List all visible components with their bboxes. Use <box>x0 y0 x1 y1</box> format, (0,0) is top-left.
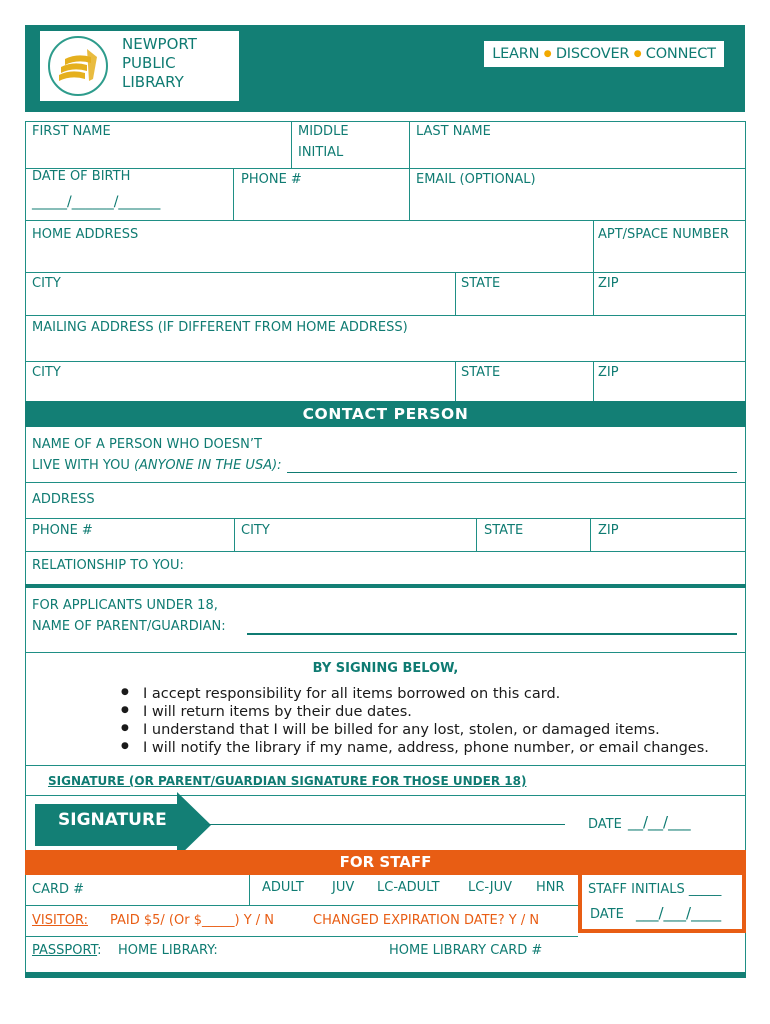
library-name-line3: LIBRARY <box>122 73 184 91</box>
passport-colon: : <box>97 943 102 958</box>
contact-name-underline[interactable] <box>287 472 737 473</box>
contact-name-label-2b: (ANYONE IN THE USA): <box>133 458 282 473</box>
tagline-dot-icon: ● <box>543 49 552 59</box>
mailing-address-label: MAILING ADDRESS (IF DIFFERENT FROM HOME ADDRESS) <box>32 320 408 335</box>
card-type-lc-adult[interactable]: LC-ADULT <box>377 880 440 895</box>
contact-name-label-2 <box>32 456 282 476</box>
library-name-line1: NEWPORT <box>122 35 197 53</box>
mailing-city-label: CITY <box>32 365 61 380</box>
signature-date-label: DATE <box>588 817 622 832</box>
guardian-label-1: FOR APPLICANTS UNDER 18, <box>32 598 218 613</box>
for-staff-heading: FOR STAFF <box>25 850 746 875</box>
tagline-connect: CONNECT <box>645 46 716 62</box>
contact-name-label-2a: LIVE WITH YOU <box>32 458 134 473</box>
signature-line[interactable] <box>205 824 565 825</box>
contact-phone-label: PHONE # <box>32 523 93 538</box>
apt-space-label: APT/SPACE NUMBER <box>598 227 730 242</box>
card-type-juv[interactable]: JUV <box>332 880 355 895</box>
home-library-card-label: HOME LIBRARY CARD # <box>389 943 543 958</box>
logo-box <box>40 31 239 101</box>
contact-person-heading: CONTACT PERSON <box>25 401 746 427</box>
date-of-birth-label: DATE OF BIRTH <box>32 169 131 184</box>
signature-caption: SIGNATURE (OR PARENT/GUARDIAN SIGNATURE FOR THOSE UNDER 18) <box>48 774 527 788</box>
home-library-label: HOME LIBRARY: <box>118 943 218 958</box>
library-name-line2: PUBLIC <box>122 54 176 72</box>
contact-city-label: CITY <box>241 523 270 538</box>
changed-expiration-label[interactable]: CHANGED EXPIRATION DATE? Y / N <box>313 913 540 928</box>
state-label: STATE <box>461 276 501 291</box>
tagline-learn: LEARN <box>492 46 540 62</box>
first-name-label: FIRST NAME <box>32 124 111 139</box>
passport-label <box>32 941 101 961</box>
mailing-state-label: STATE <box>461 365 501 380</box>
email-label: EMAIL (OPTIONAL) <box>416 172 536 187</box>
card-number-label: CARD # <box>32 882 85 897</box>
agreement-item: ● I accept responsibility for all items borrowed on this card. <box>121 685 709 703</box>
agreement-item: ● I will notify the library if my name, address, phone number, or email changes. <box>121 739 709 757</box>
relationship-label: RELATIONSHIP TO YOU: <box>32 558 184 573</box>
middle-initial-label-2: INITIAL <box>298 145 344 160</box>
contact-address-label: ADDRESS <box>32 492 95 507</box>
agreement-item: ● I will return items by their due dates. <box>121 703 709 721</box>
agreement-item: ● I understand that I will be billed for any lost, stolen, or damaged items. <box>121 721 709 739</box>
guardian-label-2: NAME OF PARENT/GUARDIAN: <box>32 619 226 634</box>
home-address-label: HOME ADDRESS <box>32 227 139 242</box>
tagline-box <box>484 41 724 67</box>
mailing-zip-label: ZIP <box>598 365 619 380</box>
staff-initials-label: STAFF INITIALS _____ <box>588 882 722 897</box>
section-divider <box>25 584 746 588</box>
contact-zip-label: ZIP <box>598 523 619 538</box>
visitor-label: VISITOR: <box>32 913 88 928</box>
middle-initial-label-1: MIDDLE <box>298 124 349 139</box>
card-type-hnr[interactable]: HNR <box>536 880 565 895</box>
contact-name-label-1: NAME OF A PERSON WHO DOESN’T <box>32 437 262 452</box>
card-type-adult[interactable]: ADULT <box>262 880 304 895</box>
contact-state-label: STATE <box>484 523 524 538</box>
tagline-discover: DISCOVER <box>555 46 630 62</box>
agreement-list <box>121 685 709 757</box>
agreement-heading: BY SIGNING BELOW, <box>312 661 459 676</box>
last-name-label: LAST NAME <box>416 124 491 139</box>
phone-label: PHONE # <box>241 172 302 187</box>
bottom-border <box>25 972 746 978</box>
zip-label: ZIP <box>598 276 619 291</box>
card-type-lc-juv[interactable]: LC-JUV <box>468 880 512 895</box>
paid-label[interactable]: PAID $5/ (Or $_____) Y / N <box>110 913 274 928</box>
signature-arrow-label: SIGNATURE <box>58 810 167 830</box>
staff-date-label: DATE <box>590 907 624 922</box>
library-logo-icon <box>47 35 109 97</box>
tagline-dot-icon: ● <box>633 49 642 59</box>
staff-date-blank[interactable]: ___/___/____ <box>636 904 722 922</box>
city-label: CITY <box>32 276 61 291</box>
signature-date-blank[interactable]: __/__/___ <box>628 813 691 831</box>
date-of-birth-blank[interactable]: _____/______/______ <box>32 194 161 210</box>
passport-text: PASSPORT <box>32 943 98 958</box>
guardian-name-underline[interactable] <box>247 633 737 635</box>
